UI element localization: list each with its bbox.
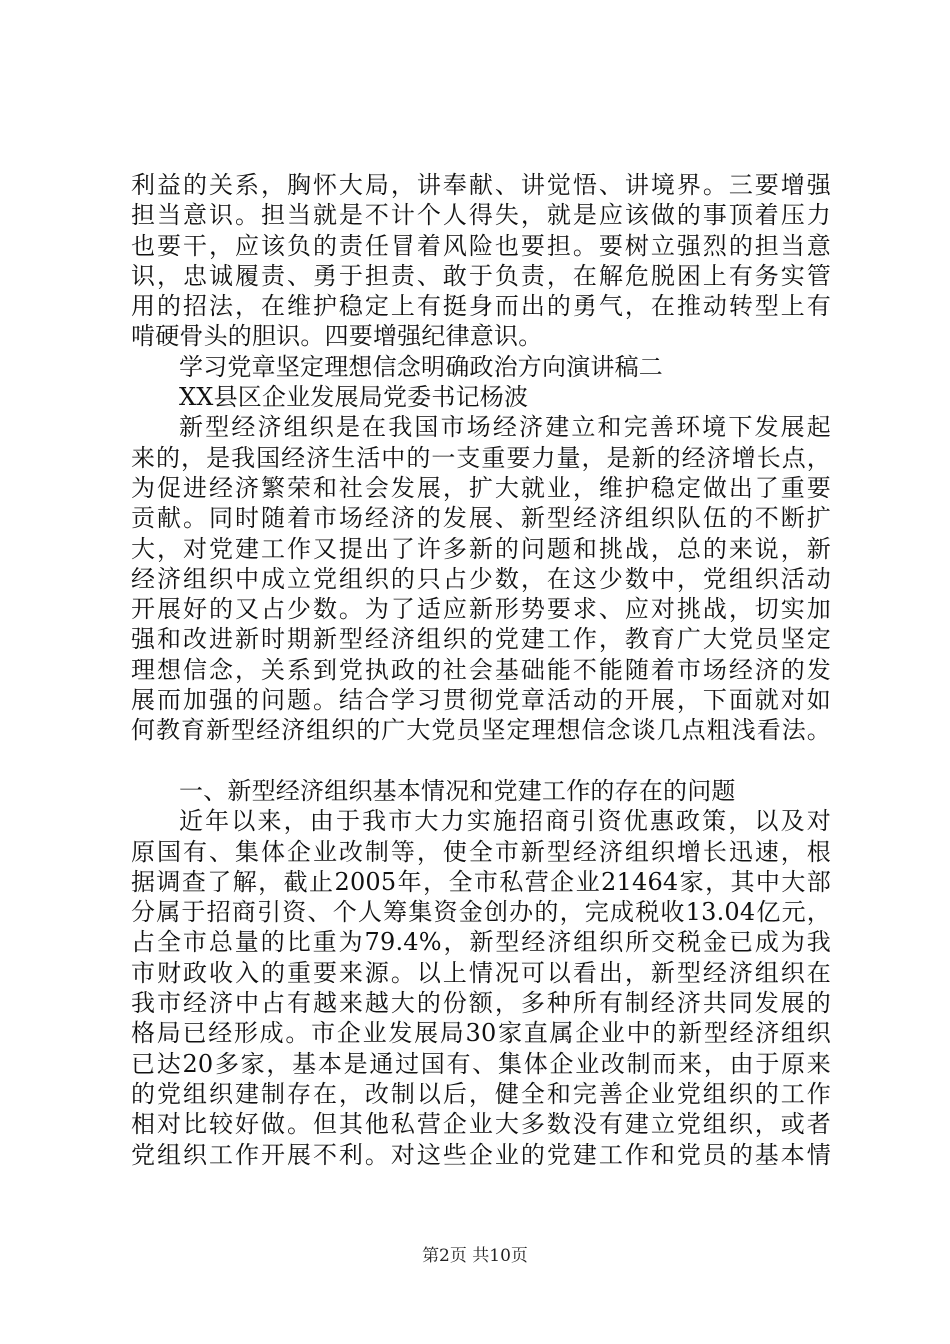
speech-author: XX县区企业发展局党委书记杨波 (179, 383, 529, 412)
text-line: 担当意识。担当就是不计个人得失，就是应该做的事顶着压力 (131, 201, 831, 230)
text-line: 相对比较好做。但其他私营企业大多数没有建立党组织，或者 (131, 1110, 831, 1139)
text-line: 我市经济中占有越来越大的份额，多种所有制经济共同发展的 (131, 989, 831, 1018)
text-line: 用的招法，在维护稳定上有挺身而出的勇气，在推动转型上有 (131, 292, 831, 321)
text-line: 新型经济组织是在我国市场经济建立和完善环境下发展起 (179, 413, 831, 442)
text-line: 也要干，应该负的责任冒着风险也要担。要树立强烈的担当意 (131, 231, 831, 260)
text-line: 据调查了解，截止2005年，全市私营企业21464家，其中大部 (131, 867, 831, 896)
text-line: 为促进经济繁荣和社会发展，扩大就业，维护稳定做出了重要 (131, 473, 831, 502)
text-line: 何教育新型经济组织的广大党员坚定理想信念谈几点粗浅看法。 (131, 716, 831, 745)
text-line: 市财政收入的重要来源。以上情况可以看出，新型经济组织在 (131, 958, 831, 987)
text-line: 的党组织建制存在，改制以后，健全和完善企业党组织的工作 (131, 1079, 831, 1108)
document-body (131, 170, 831, 1170)
text-line: 展而加强的问题。结合学习贯彻党章活动的开展，下面就对如 (131, 686, 831, 715)
text-line: 利益的关系，胸怀大局，讲奉献、讲觉悟、讲境界。三要增强 (131, 171, 831, 199)
text-line: 大，对党建工作又提出了许多新的问题和挑战，总的来说，新 (131, 534, 831, 563)
text-line: 开展好的又占少数。为了适应新形势要求、应对挑战，切实加 (131, 595, 831, 624)
text-line: 原国有、集体企业改制等，使全市新型经济组织增长迅速，根 (131, 837, 831, 866)
text-line: 啃硬骨头的胆识。四要增强纪律意识。 (131, 322, 543, 351)
text-line: 强和改进新时期新型经济组织的党建工作，教育广大党员坚定 (131, 625, 831, 654)
text-line: 已达20多家，基本是通过国有、集体企业改制而来，由于原来 (131, 1049, 831, 1078)
text-line: 党组织工作开展不利。对这些企业的党建工作和党员的基本情 (131, 1140, 831, 1169)
section-heading: 一、新型经济组织基本情况和党建工作的存在的问题 (179, 776, 736, 805)
text-line: 识，忠诚履责、勇于担责、敢于负责，在解危脱困上有务实管 (131, 261, 831, 290)
text-line: 分属于招商引资、个人筹集资金创办的，完成税收13.04亿元， (131, 898, 831, 927)
text-line: 占全市总量的比重为79.4%，新型经济组织所交税金已成为我 (131, 928, 831, 957)
text-line: 来的，是我国经济生活中的一支重要力量，是新的经济增长点， (131, 443, 831, 472)
text-line: 理想信念，关系到党执政的社会基础能不能随着市场经济的发 (131, 655, 831, 684)
speech-title: 学习党章坚定理想信念明确政治方向演讲稿二 (179, 352, 663, 381)
text-line: 格局已经形成。市企业发展局30家直属企业中的新型经济组织 (131, 1019, 831, 1048)
blank-line (131, 746, 831, 776)
page-number-footer: 第2页 共10页 (422, 1246, 528, 1266)
text-line: 经济组织中成立党组织的只占少数，在这少数中，党组织活动 (131, 564, 831, 593)
text-line: 贡献。同时随着市场经济的发展、新型经济组织队伍的不断扩 (131, 504, 831, 533)
text-line: 近年以来，由于我市大力实施招商引资优惠政策，以及对 (179, 807, 831, 836)
